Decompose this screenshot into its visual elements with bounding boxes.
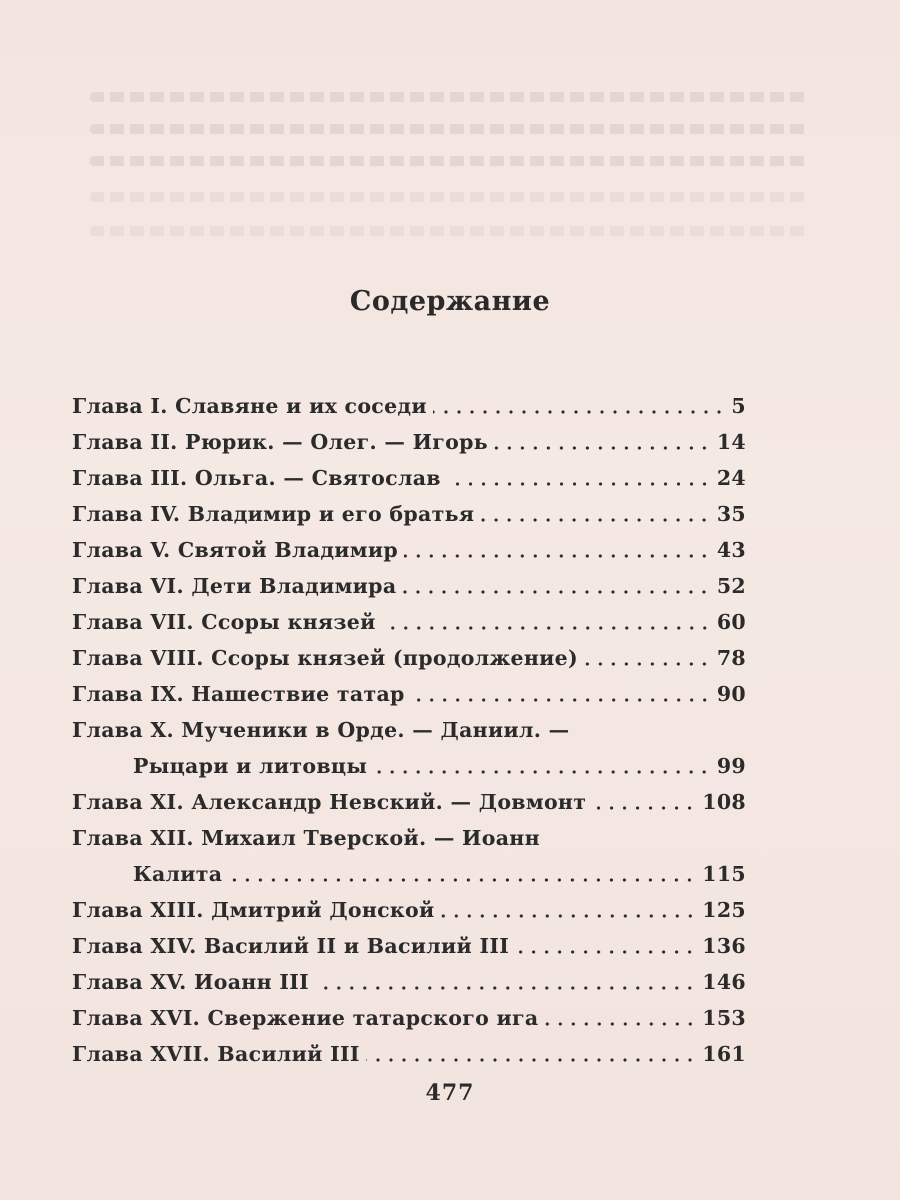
bleed-through-text xyxy=(90,192,810,202)
toc-entry-title: Глава XIII. Дмитрий Донской xyxy=(72,898,435,922)
toc-entry-title: Глава I. Славяне и их соседи xyxy=(72,394,427,418)
bleed-through-text xyxy=(90,156,810,166)
toc-entry[interactable] xyxy=(72,424,746,460)
toc-entry-page: 52 xyxy=(716,574,746,598)
bleed-through-text xyxy=(90,92,810,102)
toc-entry-page: 125 xyxy=(702,898,746,922)
toc-entry-page: 43 xyxy=(716,538,746,562)
toc-entry-title: Глава V. Святой Владимир xyxy=(72,538,399,562)
dot-leader xyxy=(592,792,696,812)
toc-entry[interactable] xyxy=(72,568,746,604)
dot-leader xyxy=(411,684,711,704)
dot-leader xyxy=(545,1008,697,1028)
toc-entry-page: 153 xyxy=(702,1006,746,1030)
toc-entry-page: 115 xyxy=(702,862,746,886)
toc-entry-page: 99 xyxy=(716,754,746,778)
toc-entry[interactable] xyxy=(72,712,746,784)
toc-entry-title: Глава II. Рюрик. — Олег. — Игорь xyxy=(72,430,488,454)
toc-entry-title: Глава XVII. Василий III xyxy=(72,1042,360,1066)
toc-entry[interactable] xyxy=(72,676,746,712)
toc-entry-title: Калита xyxy=(133,862,223,886)
toc-entry[interactable] xyxy=(72,1036,746,1072)
toc-entry-page: 24 xyxy=(716,466,746,490)
toc-entry-title: Глава XII. Михаил Тверской. — Иоанн xyxy=(72,826,540,850)
toc-entry-page: 78 xyxy=(716,646,746,670)
toc-entry-title: Рыцари и литовцы xyxy=(133,754,368,778)
dot-leader xyxy=(433,396,726,416)
toc-entry-title: Глава XVI. Свержение татарского ига xyxy=(72,1006,539,1030)
toc-entry-title: Глава XIV. Василий II и Василий III xyxy=(72,934,510,958)
toc-entry-title: Глава IV. Владимир и его братья xyxy=(72,502,475,526)
dot-leader xyxy=(447,468,711,488)
toc-entry-title: Глава VIII. Ссоры князей (продолжение) xyxy=(72,646,579,670)
bleed-through-text xyxy=(90,124,810,134)
dot-leader xyxy=(584,648,711,668)
bleed-through-text xyxy=(90,226,810,236)
dot-leader xyxy=(402,576,710,596)
toc-entry-page: 161 xyxy=(702,1042,746,1066)
toc-entry-title: Глава X. Мученики в Орде. — Даниил. — xyxy=(72,718,570,742)
toc-entry-page: 90 xyxy=(716,682,746,706)
toc-entry[interactable] xyxy=(72,964,746,1000)
toc-entry[interactable] xyxy=(72,640,746,676)
toc-entry[interactable] xyxy=(72,820,746,892)
dot-leader xyxy=(480,504,711,524)
page-number: 477 xyxy=(425,1080,475,1106)
toc-entry[interactable] xyxy=(72,532,746,568)
dot-leader xyxy=(494,432,711,452)
dot-leader xyxy=(373,756,711,776)
toc-entry-page: 35 xyxy=(716,502,746,526)
toc-entry-page: 14 xyxy=(716,430,746,454)
toc-entry[interactable] xyxy=(72,1000,746,1036)
toc-entry[interactable] xyxy=(72,892,746,928)
toc-heading: Содержание xyxy=(349,286,551,317)
toc-entry-title: Глава III. Ольга. — Святослав xyxy=(72,466,441,490)
dot-leader xyxy=(315,972,696,992)
toc-entry-page: 136 xyxy=(702,934,746,958)
toc-entry[interactable] xyxy=(72,784,746,820)
table-of-contents xyxy=(72,388,746,1072)
toc-entry-page: 108 xyxy=(702,790,746,814)
toc-entry[interactable] xyxy=(72,928,746,964)
dot-leader xyxy=(404,540,711,560)
dot-leader xyxy=(515,936,696,956)
toc-entry[interactable] xyxy=(72,460,746,496)
toc-entry-title: Глава IX. Нашествие татар xyxy=(72,682,405,706)
toc-entry-page: 5 xyxy=(731,394,746,418)
toc-entry-page: 146 xyxy=(702,970,746,994)
toc-entry-title: Глава XV. Иоанн III xyxy=(72,970,309,994)
toc-entry-title: Глава VI. Дети Владимира xyxy=(72,574,397,598)
dot-leader xyxy=(228,864,696,884)
dot-leader xyxy=(366,1044,697,1064)
dot-leader xyxy=(382,612,711,632)
dot-leader xyxy=(441,900,697,920)
toc-entry[interactable] xyxy=(72,604,746,640)
toc-entry-page: 60 xyxy=(716,610,746,634)
toc-entry[interactable] xyxy=(72,496,746,532)
toc-entry-title: Глава XI. Александр Невский. — Довмонт xyxy=(72,790,587,814)
toc-entry-title: Глава VII. Ссоры князей xyxy=(72,610,376,634)
toc-entry[interactable] xyxy=(72,388,746,424)
